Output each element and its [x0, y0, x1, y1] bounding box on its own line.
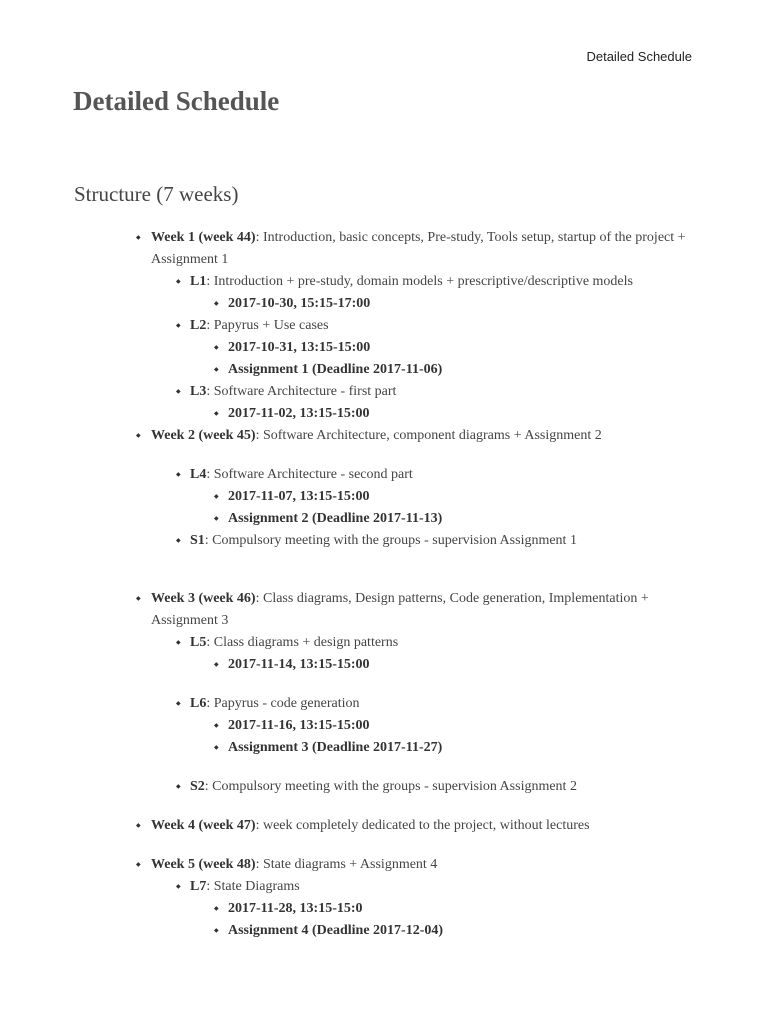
week-description: : State diagrams + Assignment 4	[255, 857, 438, 872]
week-label: Week 5 (week 48)	[151, 857, 256, 872]
week-item	[0, 227, 768, 425]
assignment-deadline: ◆ Assignment 4 (Deadline 2017-12-04)	[190, 920, 692, 942]
lecture-label: L1	[190, 274, 207, 289]
lecture-label: L4	[190, 467, 207, 482]
lecture-label: L5	[190, 635, 207, 650]
lecture-label: L3	[190, 384, 207, 399]
lecture-description: : Papyrus + Use cases	[206, 318, 329, 333]
session-detail: ◆ 2017-11-07, 13:15-15:00	[190, 486, 692, 508]
lecture-item	[151, 693, 692, 759]
week-item	[0, 815, 768, 837]
week-item	[0, 854, 768, 942]
session-detail: ◆ 2017-11-28, 13:15-15:0	[190, 898, 692, 920]
supervision-label: S1	[190, 533, 205, 548]
week-item	[0, 425, 768, 552]
lecture-item	[151, 876, 692, 942]
supervision-label: S2	[190, 779, 205, 794]
session-detail: ◆ 2017-10-31, 13:15-15:00	[190, 337, 692, 359]
lecture-item	[151, 315, 692, 381]
session-detail: ◆ 2017-11-02, 13:15-15:00	[190, 403, 692, 425]
lecture-description: : Software Architecture - first part	[206, 384, 397, 399]
assignment-deadline: ◆ Assignment 1 (Deadline 2017-11-06)	[190, 359, 692, 381]
supervision-item	[151, 530, 692, 552]
running-header: Detailed Schedule	[586, 49, 692, 64]
lecture-description: : Introduction + pre-study, domain models + prescriptive/descriptive models	[206, 274, 633, 289]
lecture-item	[151, 271, 692, 315]
week-item	[0, 588, 768, 798]
lecture-description: : Software Architecture - second part	[206, 467, 413, 482]
assignment-deadline: ◆ Assignment 2 (Deadline 2017-11-13)	[190, 508, 692, 530]
week-description: : Introduction, basic concepts, Pre-study, Tools setup, startup of the project + Assignment 1	[151, 230, 686, 267]
lecture-label: L6	[190, 696, 207, 711]
lecture-label: L7	[190, 879, 207, 894]
section-title: Structure (7 weeks)	[74, 182, 239, 206]
week-label: Week 1 (week 44)	[151, 230, 256, 245]
lecture-label: L2	[190, 318, 207, 333]
week-description: : week completely dedicated to the project, without lectures	[255, 818, 590, 833]
lecture-item	[151, 632, 692, 676]
lecture-item	[151, 464, 692, 530]
lecture-description: : Papyrus - code generation	[206, 696, 360, 711]
session-detail: ◆ 2017-10-30, 15:15-17:00	[190, 293, 692, 315]
lecture-description: : State Diagrams	[206, 879, 300, 894]
week-description: : Software Architecture, component diagrams + Assignment 2	[255, 428, 602, 443]
session-detail: ◆ 2017-11-16, 13:15-15:00	[190, 715, 692, 737]
assignment-deadline: ◆ Assignment 3 (Deadline 2017-11-27)	[190, 737, 692, 759]
page-title: Detailed Schedule	[73, 86, 280, 116]
supervision-description: : Compulsory meeting with the groups - supervision Assignment 1	[204, 533, 577, 548]
session-detail: ◆ 2017-11-14, 13:15-15:00	[190, 654, 692, 676]
supervision-description: : Compulsory meeting with the groups - supervision Assignment 2	[204, 779, 577, 794]
supervision-item	[151, 776, 692, 798]
week-label: Week 3 (week 46)	[151, 591, 256, 606]
lecture-description: : Class diagrams + design patterns	[206, 635, 399, 650]
week-label: Week 4 (week 47)	[151, 818, 256, 833]
week-description: : Class diagrams, Design patterns, Code generation, Implementation + Assignment 3	[151, 591, 649, 628]
lecture-item	[151, 381, 692, 425]
schedule-list	[0, 227, 768, 942]
week-label: Week 2 (week 45)	[151, 428, 256, 443]
